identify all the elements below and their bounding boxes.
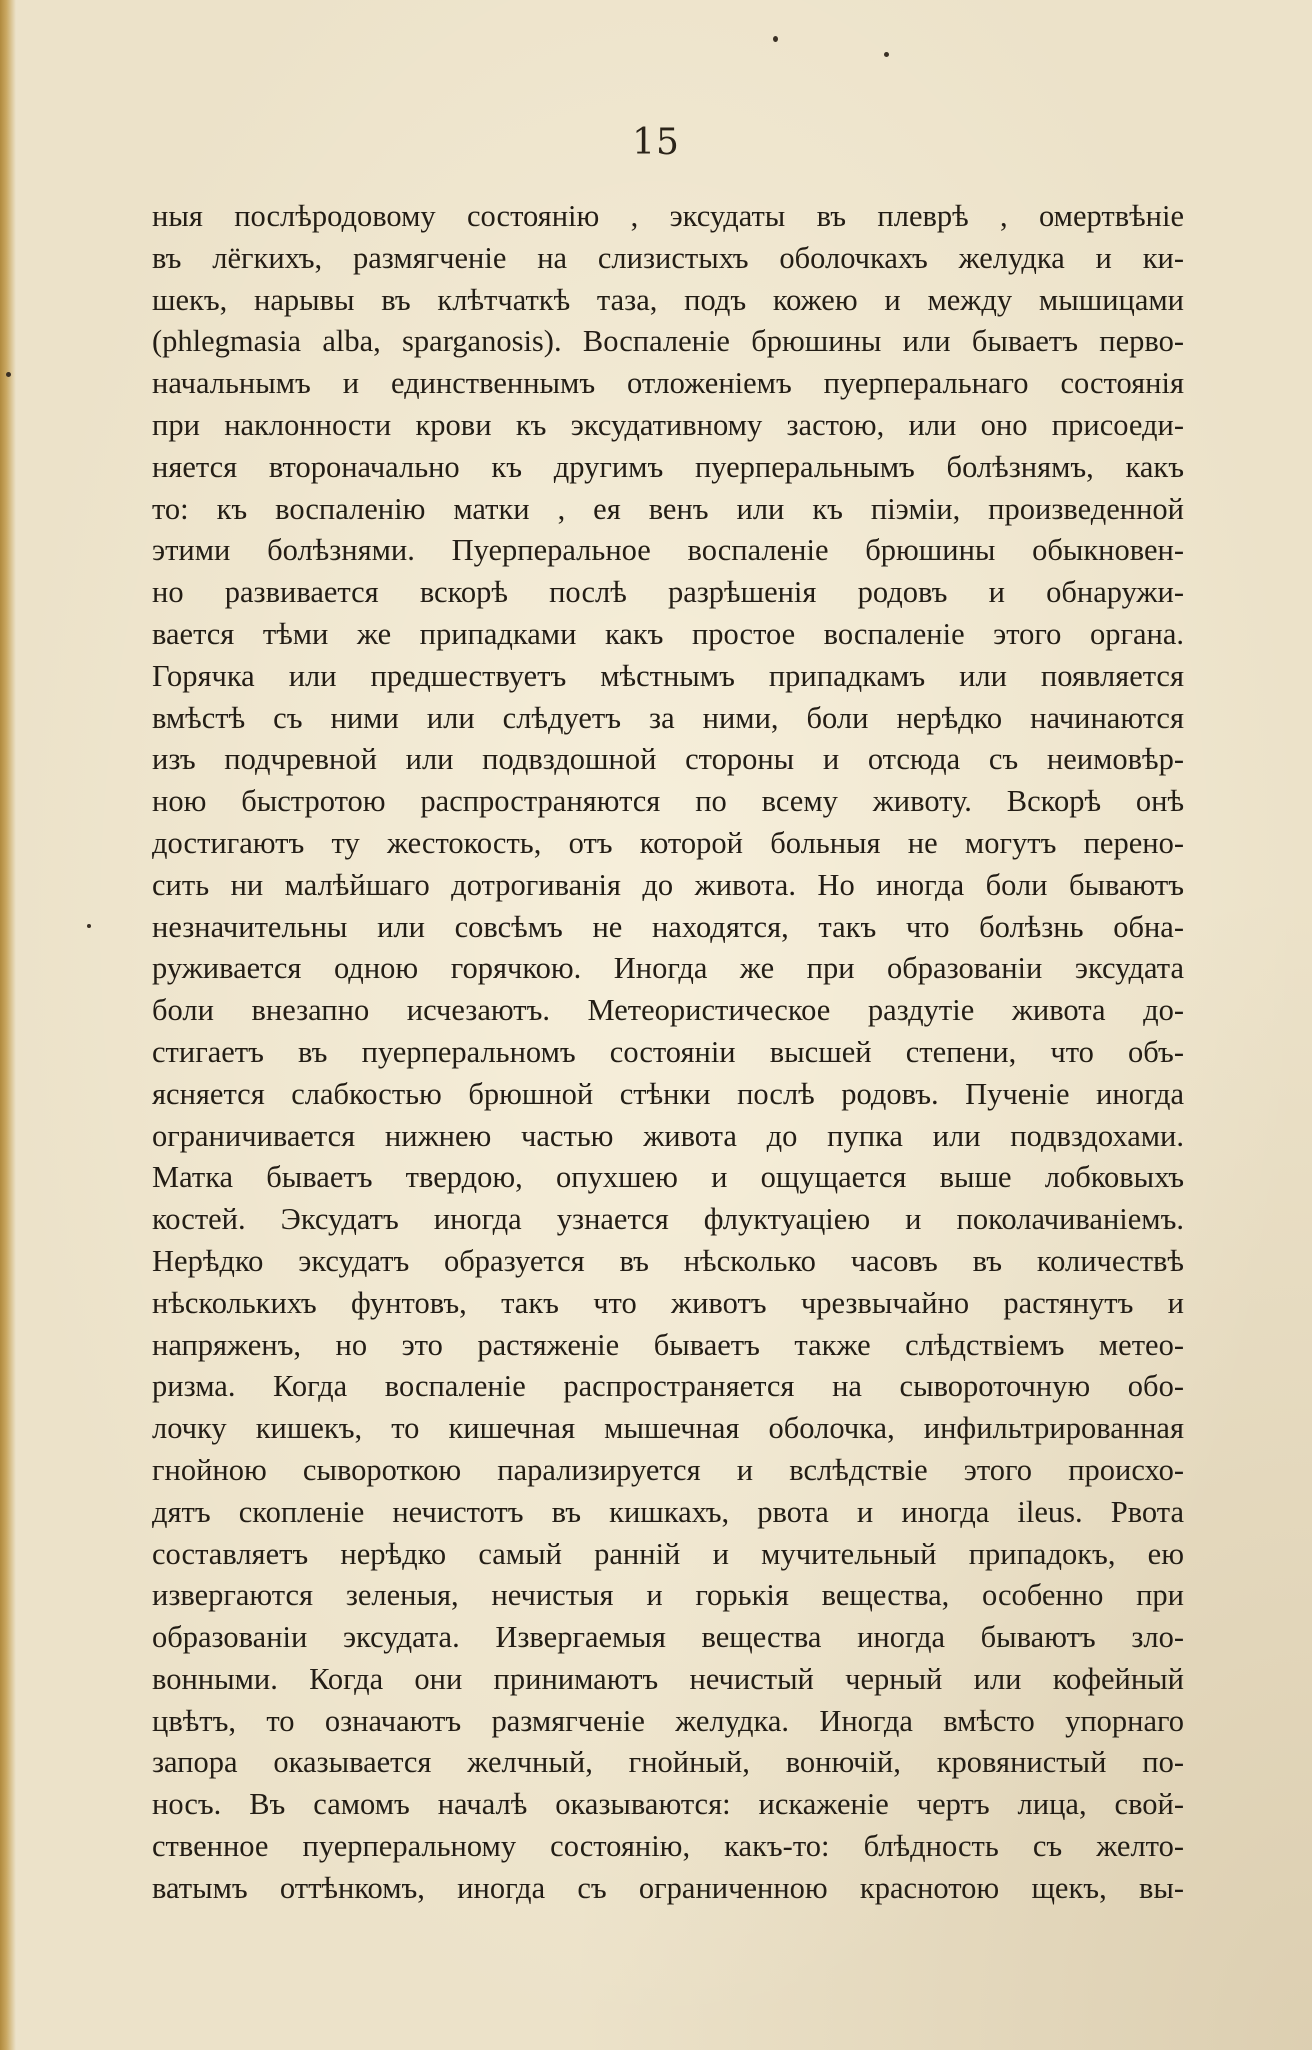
text-line: ясняется слабкостью брюшной стѣнки послѣ родовъ. Пученіе иногда [152,1076,1184,1111]
text-line: вается тѣми же припадками какъ простое воспаленіе этого органа. [152,616,1184,651]
ink-speck [773,36,778,42]
ink-speck [884,52,889,57]
text-line: Горячка или предшествуетъ мѣстнымъ припадкамъ или появляется [152,658,1184,693]
text-line: ственное пуерперальному состоянію, какъ-то: блѣдность съ желто- [152,1829,1184,1864]
text-line: при наклонности крови къ эксудативному застою, или оно присоеди- [152,407,1184,442]
page-number: 15 [632,122,680,163]
text-line: этими болѣзнями. Пуерперальное воспаленіе брюшины обыкновен- [152,533,1184,568]
text-line: шекъ, нарывы въ клѣтчаткѣ таза, подъ кожею и между мышицами [152,282,1184,317]
text-line: стигаетъ въ пуерперальномъ состояніи высшей степени, что объ- [152,1034,1184,1069]
text-line: нѣсколькихъ фунтовъ, такъ что животъ чрезвычайно растянутъ и [152,1285,1184,1320]
text-line: запора оказывается желчный, гнойный, вонючій, кровянистый по- [152,1745,1184,1780]
text-line: вонными. Когда они принимаютъ нечистый черный или кофейный [152,1661,1184,1696]
ink-speck [6,372,11,377]
text-line: ограничивается нижнею частью живота до пупка или подвздохами. [152,1118,1184,1153]
text-line: составляетъ нерѣдко самый ранній и мучительный припадокъ, ею [152,1536,1184,1571]
text-line: руживается одною горячкою. Иногда же при образованіи эксудата [152,951,1184,986]
text-line: въ лёгкихъ, размягченіе на слизистыхъ оболочкахъ желудка и ки- [152,240,1184,275]
text-line: ныя послѣродовому состоянію , эксудаты въ плеврѣ , омертвѣніе [152,199,1184,233]
text-line: гнойною сывороткою парализируется и вслѣдствіе этого происхо- [152,1452,1184,1487]
ink-speck [87,924,91,928]
text-line: боли внезапно исчезаютъ. Метеористическое раздутіе живота до- [152,993,1184,1028]
text-line: незначительны или совсѣмъ не находятся, такъ что болѣзнь обна- [152,909,1184,944]
text-line: Нерѣдко эксудатъ образуется въ нѣсколько часовъ въ количествѣ [152,1243,1184,1278]
text-line: дятъ скопленіе нечистотъ въ кишкахъ, рвота и иногда ileus. Рвота [152,1494,1184,1529]
text-line: начальнымъ и единственнымъ отложеніемъ пуерперальнаго состоянія [152,366,1184,401]
text-line: достигаютъ ту жестокость, отъ которой больныя не могутъ перено- [152,825,1184,860]
text-line: цвѣтъ, то означаютъ размягченіе желудка. Иногда вмѣсто упорнаго [152,1703,1184,1738]
text-line: Матка бываетъ твердою, опухшею и ощущается выше лобковыхъ [152,1160,1184,1195]
text-line: сить ни малѣйшаго дотрогиванія до живота. Но иногда боли бываютъ [152,867,1184,902]
text-line: лочку кишекъ, то кишечная мышечная оболочка, инфильтрированная [152,1411,1184,1446]
text-line: извергаются зеленыя, нечистыя и горькія вещества, особенно при [152,1578,1184,1613]
text-line: то: къ воспаленію матки , ея венъ или къ піэміи, произведенной [152,491,1184,526]
text-line: изъ подчревной или подвздошной стороны и отсюда съ неимовѣр- [152,742,1184,777]
text-line: носъ. Въ самомъ началѣ оказываются: искаженіе чертъ лица, свой- [152,1787,1184,1822]
text-line: костей. Эксудатъ иногда узнается флуктуаціею и поколачиваніемъ. [152,1202,1184,1237]
text-line: напряженъ, но это растяженіе бываетъ также слѣдствіемъ метео- [152,1327,1184,1362]
text-line: ризма. Когда воспаленіе распространяется на сывороточную обо- [152,1369,1184,1404]
text-line: но развивается вскорѣ послѣ разрѣшенія родовъ и обнаружи- [152,575,1184,610]
text-line: вмѣстѣ съ ними или слѣдуетъ за ними, боли нерѣдко начинаются [152,700,1184,735]
text-line: образованіи эксудата. Извергаемыя вещества иногда бываютъ зло- [152,1620,1184,1655]
text-line: (phlegmasia alba, sparganosis). Воспаленіе брюшины или бываетъ перво- [152,324,1184,359]
text-line: няется вторoначально къ другимъ пуерперальнымъ болѣзнямъ, какъ [152,449,1184,484]
body-text [152,196,1184,1910]
text-line: ною быстротою распространяются по всему животу. Вскорѣ онѣ [152,784,1184,819]
text-line: ватымъ оттѣнкомъ, иногда съ ограниченною краснотою щекъ, вы- [152,1870,1184,1905]
page-edge-shadow [0,0,16,2050]
